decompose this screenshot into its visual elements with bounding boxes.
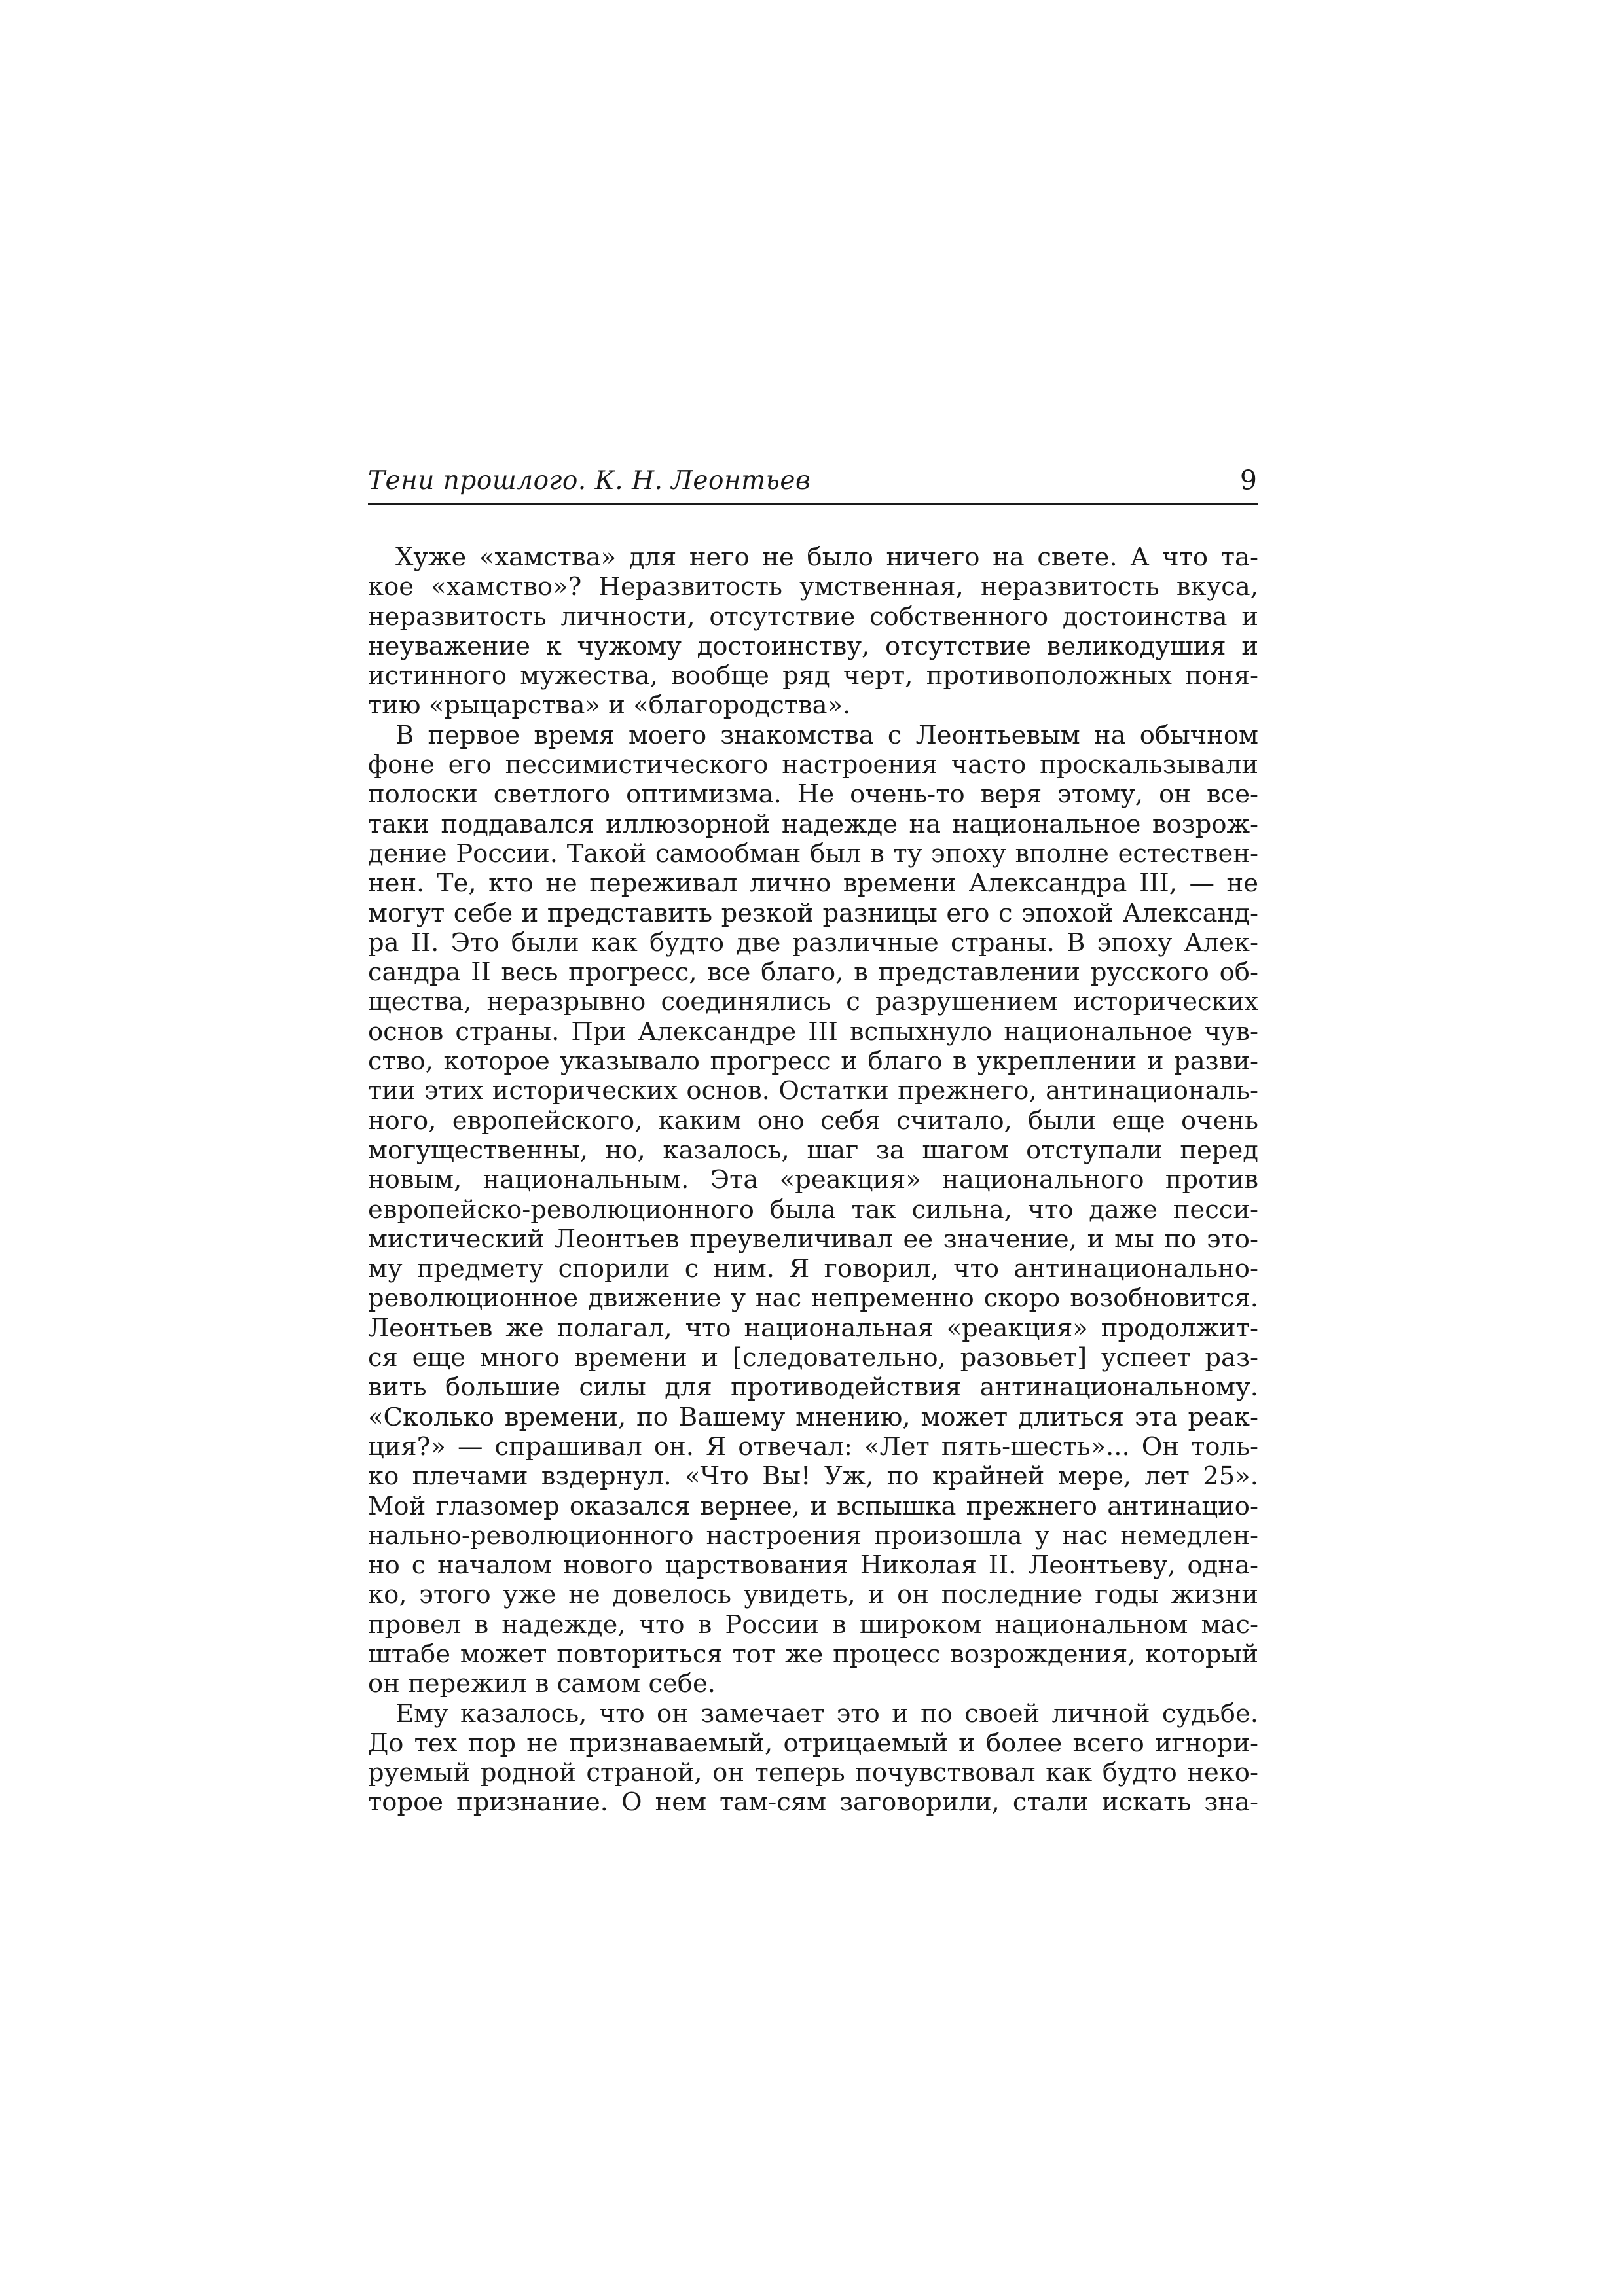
text-line: штабе может повториться тот же процесс возрождения, который [368,1639,1258,1669]
text-line: нально-революционного настроения произошла у нас немедлен- [368,1520,1258,1551]
text-line: руемый родной страной, он теперь почувствовал как будто неко- [368,1758,1258,1788]
text-line: таки поддавался иллюзорной надежде на национальное возрож- [368,809,1258,839]
text-line: фоне его пессимистического настроения часто проскальзывали [368,750,1258,780]
page-number: 9 [1239,465,1257,496]
text-line: мистический Леонтьев преувеличивал ее значение, и мы по это- [368,1224,1258,1254]
text-line: ся еще много времени и [следовательно, разовьет] успеет раз- [368,1343,1258,1373]
paragraph [368,721,1258,1699]
text-line: тию «рыцарства» и «благородства». [368,691,851,721]
text-line: ко плечами вздернул. «Что Вы! Уж, по крайней мере, лет 25». [368,1462,1258,1492]
text-line: В первое время моего знакомства с Леонтьевым на обычном [395,720,1258,750]
text-line: могущественны, но, казалось, шаг за шагом отступали перед [368,1135,1258,1165]
text-line: Леонтьев же полагал, что национальная «реакция» продолжит- [368,1313,1258,1343]
text-line: полоски светлого оптимизма. Не очень-то веря этому, он все- [368,780,1258,810]
text-line: вить большие силы для противодействия антинациональному. [368,1372,1258,1403]
text-line: провел в надежде, что в России в широком национальном мас- [368,1609,1258,1640]
running-title: Тени прошлого. К. Н. Леонтьев [368,466,811,495]
text-line: европейско-революционного была так сильна, что даже песси- [368,1194,1258,1225]
paragraph [368,1699,1258,1818]
text-line: ра II. Это были как будто две различные страны. В эпоху Алек- [368,927,1258,958]
text-line: Хуже «хамства» для него не было ничего на свете. А что та- [395,543,1258,572]
text-line: он пережил в самом себе. [368,1669,716,1699]
text-line: дение России. Такой самообман был в ту эпоху вполне естествен- [368,838,1258,869]
text-line: До тех пор не признаваемый, отрицаемый и более всего игнори- [368,1728,1258,1758]
text-line: ция?» — спрашивал он. Я отвечал: «Лет пять-шесть»... Он толь- [368,1431,1258,1462]
body-text [368,543,1258,1818]
text-line: неразвитость личности, отсутствие собственного достоинства и [368,601,1258,632]
text-line: Мой глазомер оказался вернее, и вспышка прежнего антинацио- [368,1491,1258,1521]
text-line: могут себе и представить резкой разницы его с эпохой Александ- [368,898,1258,928]
text-line: му предмету спорили с ним. Я говорил, что антинационально- [368,1254,1258,1284]
text-line: основ страны. При Александре III вспыхнуло национальное чув- [368,1016,1258,1047]
text-line: революционное движение у нас непременно скоро возобновится. [368,1283,1258,1314]
text-line: кое «хамство»? Неразвитость умственная, неразвитость вкуса, [368,572,1258,602]
text-line: торое признание. О нем там-сям заговорили, стали искать зна- [368,1787,1258,1818]
text-line: Ему казалось, что он замечает это и по своей личной судьбе. [395,1698,1258,1729]
text-line: тии этих исторических основ. Остатки прежнего, антинациональ- [368,1076,1258,1106]
text-line: но с началом нового царствования Николая II. Леонтьеву, одна- [368,1551,1258,1581]
running-head [368,462,1258,505]
text-line: новым, национальным. Эта «реакция» национального против [368,1165,1258,1195]
text-line: истинного мужества, вообще ряд черт, противоположных поня- [368,661,1258,691]
text-line: щества, неразрывно соединялись с разрушением исторических [368,987,1258,1017]
text-line: неуважение к чужому достоинству, отсутствие великодушия и [368,631,1258,661]
text-line: ство, которое указывало прогресс и благо в укреплении и разви- [368,1047,1258,1077]
paragraph [368,543,1258,721]
text-line: сандра II весь прогресс, все благо, в представлении русского об- [368,958,1258,988]
book-page [368,462,1258,1818]
text-line: «Сколько времени, по Вашему мнению, может длиться эта реак- [368,1402,1258,1432]
text-line: ко, этого уже не довелось увидеть, и он последние годы жизни [368,1580,1258,1610]
text-line: ного, европейского, каким оно себя считало, были еще очень [368,1105,1258,1136]
text-line: нен. Те, кто не переживал лично времени Александра III, — не [368,869,1258,899]
